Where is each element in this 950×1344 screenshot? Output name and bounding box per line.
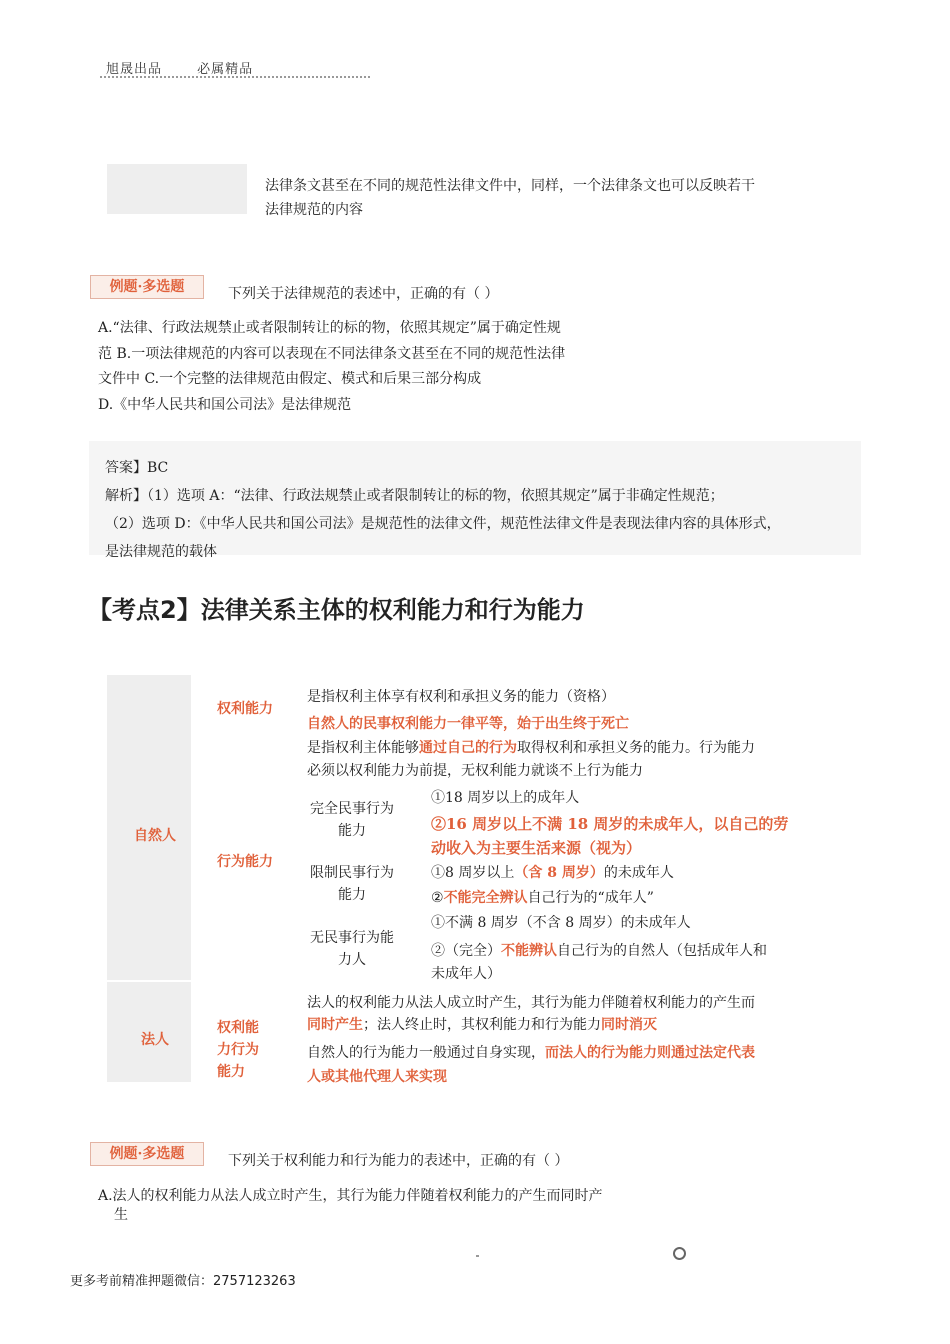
bc-intro-1c: 取得权利和承担义务的能力。行为能力 xyxy=(517,740,755,756)
example2-line-1: A.法人的权利能力从法人成立时产生，其行为能力伴随着权利能力的产生而同时产 xyxy=(98,1188,603,1204)
bc-intro-line-1 xyxy=(307,737,755,757)
limited-line-2a: ② xyxy=(431,890,444,906)
lp-line-2b: ；法人终止时，其权利能力和行为能力 xyxy=(363,1017,601,1033)
analysis-line-2: （2）选项 D：《中华人民共和国公司法》是规范性的法律文件，规范性法律文件是表现法律内容的具体形式， xyxy=(105,516,781,532)
decorative-dot xyxy=(476,1255,479,1257)
none-line-2c: 自己行为的自然人（包括成年人和 xyxy=(557,943,767,959)
bc-intro-1a: 是指权利主体能够 xyxy=(307,740,419,756)
rc-line-2: 自然人的民事权利能力一律平等，始于出生终于死亡 xyxy=(307,716,629,732)
none-line-2 xyxy=(431,940,767,960)
full-capacity-label: 完全民事行为能力 xyxy=(310,801,394,839)
answer-box xyxy=(89,441,861,560)
header-rule xyxy=(100,76,370,83)
none-line-1: ①不满 8 周岁（不含 8 周岁）的未成年人 xyxy=(431,915,691,931)
legal-capacity-label: 权利能力行为能力 xyxy=(217,1020,259,1080)
full-line-2: ②16 周岁以上不满 18 周岁的未成年人，以自己的劳 xyxy=(431,815,789,833)
limited-line-1a: ①8 周岁以上 xyxy=(431,865,515,881)
example-tag-2: 例题·多选题 xyxy=(90,1142,204,1166)
page-header xyxy=(106,58,283,77)
lp-line-3a: 自然人的行为能力一般通过自身实现， xyxy=(307,1045,545,1061)
analysis-line-3: 是法律规范的载体 xyxy=(105,544,217,560)
lp-line-2 xyxy=(307,1014,657,1033)
analysis-line-1: 解析】（1）选项 A：“法律、行政法规禁止或者限制转让的标的物，依照其规定”属于非确定性规范； xyxy=(105,488,724,504)
rights-capacity-label: 权利能力 xyxy=(217,701,273,717)
limited-line-2 xyxy=(431,887,654,906)
section-title: 【考点2】法律关系主体的权利能力和行为能力 xyxy=(88,596,585,624)
behavior-capacity-label: 行为能力 xyxy=(217,854,273,870)
limited-line-2c: 自己行为的“成年人” xyxy=(527,890,654,906)
option-line-2: 范 B.一项法律规范的内容可以表现在不同法律条文甚至在不同的规范性法律 xyxy=(98,346,566,362)
natural-person-label: 自然人 xyxy=(134,828,176,844)
limited-line-2b: 不能完全辨认 xyxy=(443,890,528,906)
intro-line-2: 法律规范的内容 xyxy=(265,202,363,218)
bc-intro-1b: 通过自己的行为 xyxy=(419,740,517,756)
header-right: 必属精品 xyxy=(197,62,254,77)
none-line-2a: ②（完全） xyxy=(431,943,501,959)
option-line-3: 文件中 C.一个完整的法律规范由假定、模式和后果三部分构成 xyxy=(98,371,482,387)
decorative-circle-icon xyxy=(673,1247,686,1260)
limited-line-1 xyxy=(431,862,674,881)
none-line-3: 未成年人） xyxy=(431,966,501,982)
none-capacity-label: 无民事行为能力人 xyxy=(310,930,394,968)
lp-line-3b: 而法人的行为能力则通过法定代表 xyxy=(545,1045,755,1061)
intro-line-1: 法律条文甚至在不同的规范性法律文件中，同样，一个法律条文也可以反映若干 xyxy=(265,178,755,194)
example-tag-1: 例题·多选题 xyxy=(90,275,204,299)
lp-line-2a: 同时产生 xyxy=(307,1017,363,1033)
lp-line-2c: 同时消灭 xyxy=(601,1017,657,1033)
bc-intro-line-2: 必须以权利能力为前提，无权利能力就谈不上行为能力 xyxy=(307,763,643,779)
option-line-4: D.《中华人民共和国公司法》是法律规范 xyxy=(98,397,352,413)
lp-line-4: 人或其他代理人来实现 xyxy=(307,1069,447,1085)
lp-line-3 xyxy=(307,1042,755,1062)
example-question-1: 下列关于法律规范的表述中，正确的有（ ） xyxy=(228,286,499,302)
intro-label-box xyxy=(107,164,247,214)
example-question-2: 下列关于权利能力和行为能力的表述中，正确的有（ ） xyxy=(228,1153,569,1169)
full-line-3: 动收入为主要生活来源（视为） xyxy=(431,839,642,857)
limited-capacity-label: 限制民事行为能力 xyxy=(310,865,394,903)
full-line-1: ①18 周岁以上的成年人 xyxy=(431,790,580,806)
rc-line-1: 是指权利主体享有权利和承担义务的能力（资格） xyxy=(307,689,615,705)
example2-line-2: 生 xyxy=(114,1207,128,1223)
none-line-2b: 不能辨认 xyxy=(501,943,557,959)
limited-line-1c: 的未成年人 xyxy=(603,865,674,881)
limited-line-1b: （含 8 周岁） xyxy=(514,865,604,881)
footer-text: 更多考前精准押题微信：2757123263 xyxy=(70,1274,296,1289)
lp-line-1: 法人的权利能力从法人成立时产生，其行为能力伴随着权利能力的产生而 xyxy=(307,995,755,1011)
option-line-1: A.“法律、行政法规禁止或者限制转让的标的物，依照其规定”属于确定性规 xyxy=(98,320,561,336)
legal-person-label: 法人 xyxy=(141,1032,169,1048)
header-left: 旭晟出品 xyxy=(106,62,163,77)
answer-text: 答案】BC xyxy=(105,460,169,476)
